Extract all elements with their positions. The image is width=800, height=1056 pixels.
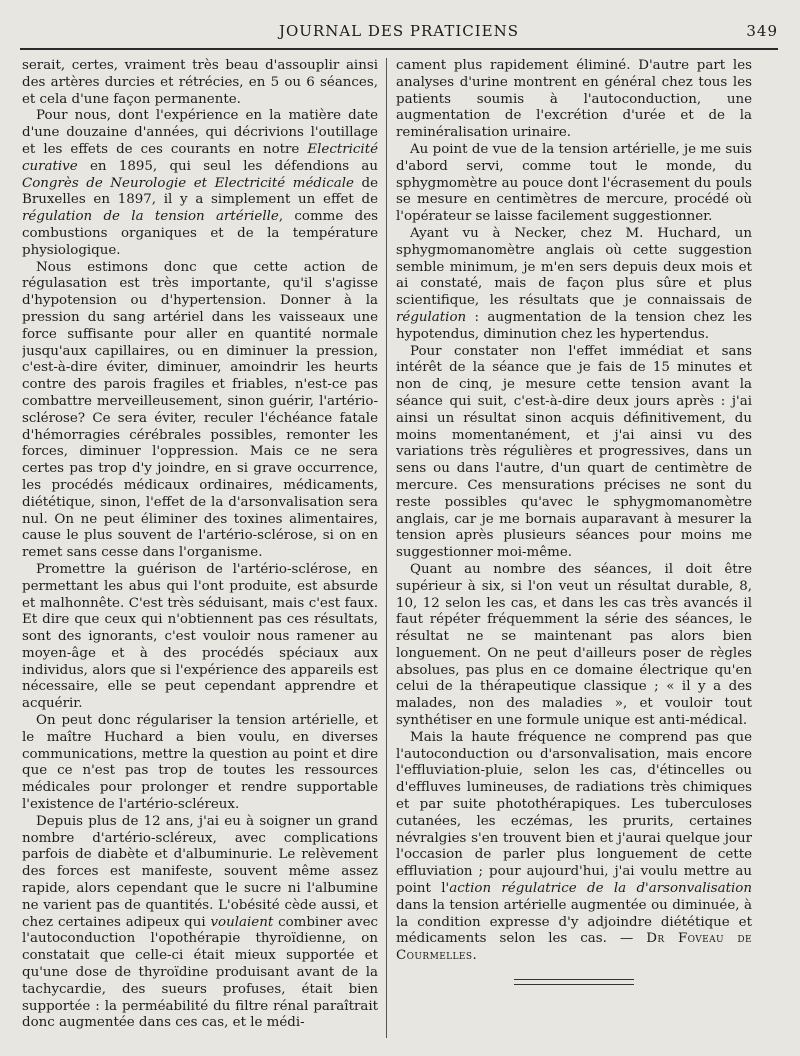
left-column xyxy=(22,58,378,1038)
article-end-rule xyxy=(514,979,634,985)
paragraph: Pour nous, dont l'expérience en la matière date d'une douzaine d'années, qui décrivions l'outillage et les effets de ces courants en notre Electricité curative en 1895, qui seul les défendions au Congrès de Neurologie et Electricité médicale de Bruxelles en 1897, il y a simplement un effet de régulation de la tension artérielle, comme des combustions organiques et de la température physiologique. xyxy=(22,108,378,258)
header-rule xyxy=(20,48,778,50)
paragraph: Pour constater non l'effet immédiat et sans intérêt de la séance que je fais de 15 minutes et non de cinq, je mesure cette tension avant la séance qui suit, c'est-à-dire deux jours après : j'ai ainsi un résultat sinon acquis définitivement, du moins momentanément, et j'ai ainsi vu des variations très régulières et progressives, dans un sens ou dans l'autre, d'un quart de centimètre de mercure. Ces mensurations précises ne sont du reste possibles qu'avec le sphygmomanomètre anglais, car je me bornais auparavant à mesurer la tension après plusieurs séances pour moins me suggestionner moi-même. xyxy=(396,343,752,561)
paragraph: Au point de vue de la tension artérielle, je me suis d'abord servi, comme tout le monde, du sphygmomètre au pouce dont l'écrasement du pouls se mesure en centimètres de mercure, procédé où l'opérateur se laisse facilement suggestionner. xyxy=(396,141,752,225)
page-header xyxy=(20,18,778,44)
paragraph: Depuis plus de 12 ans, j'ai eu à soigner un grand nombre d'artério-scléreux, avec complications parfois de diabète et d'albuminurie. Le relèvement des forces est manifeste, souvent même assez rapide, alors cependant que le sucre ni l'albumine ne varient pas de quantités. L'obésité cède aussi, et chez certaines adipeux qui voulaient combiner avec l'autoconduction l'opothérapie thyroïdienne, on constatait que celle-ci était mieux supportée et qu'une dose de thyroïdine produisant avant de la tachycardie, des sueurs profuses, était bien supportée : la perméabilité du filtre rénal paraîtrait donc augmentée dans ces cas, et le médi- xyxy=(22,813,378,1031)
page-number: 349 xyxy=(746,22,778,40)
paragraph: Nous estimons donc que cette action de régulasation est très importante, qu'il s'agisse d'hypotension ou d'hypertension. Donner à la pression du sang artériel dans les vaisseaux une force suffisante pour aller en quantité normale jusqu'aux capillaires, ou en diminuer la pression, c'est-à-dire éviter, diminuer, amoindrir les heurts contre des parois fragiles et friables, n'est-ce pas combattre merveilleusement, sinon guérir, l'artério-sclérose? Ce sera éviter, reculer l'échéance fatale d'hémorragies cérébrales possibles, remonter les forces, diminuer l'oppression. Mais ce ne sera certes pas trop d'y joindre, en si grave occurrence, les procédés médicaux ordinaires, médicaments, diététique, sinon, l'effet de la d'arsonvalisation sera nul. On ne peut éliminer des toxines alimentaires, cause le plus souvent de l'artério-sclérose, si on en remet sans cesse dans l'organisme. xyxy=(22,259,378,561)
journal-title: JOURNAL DES PRATICIENS xyxy=(278,22,520,40)
paragraph: Promettre la guérison de l'artério-sclérose, en permettant les abus qui l'ont produite, est absurde et malhonnête. C'est très séduisant, mais c'est faux. Et dire que ceux qui n'obtiennent pas ces résultats, sont des ignorants, c'est vouloir nous ramener au moyen-âge et à des procédés spéciaux aux individus, alors que si l'expérience des appareils est nécessaire, elle se peut cependant apprendre et acquérir. xyxy=(22,561,378,712)
paragraph: Mais la haute fréquence ne comprend pas que l'autoconduction ou d'arsonvalisation, mais encore l'effluviation-pluie, selon les cas, d'étincelles ou d'effluves lumineuses, de radiations très chimiques et par suite photothérapiques. Les tuberculoses cutanées, les eczémas, les prurits, certaines névralgies s'en trouvent bien et j'aurai quelque jour l'occasion de parler plus longuement de cette effluviation ; pour aujourd'hui, j'ai voulu mettre au point l'action régulatrice de la d'arsonvalisation dans la tension artérielle augmentée ou diminuée, à la condition expresse d'y adjoindre diététique et médicaments selon les cas. — Dr Foveau de Courmelles. xyxy=(396,729,752,964)
paragraph: Ayant vu à Necker, chez M. Huchard, un sphygmomanomètre anglais où cette suggestion semble minimum, je m'en sers depuis deux mois et ai constaté, mais de façon plus sûre et plus scientifique, les résultats que je connaissais de régulation : augmentation de la tension chez les hypotendus, diminution chez les hypertendus. xyxy=(396,225,752,342)
right-column xyxy=(396,58,752,1038)
paragraph: serait, certes, vraiment très beau d'assouplir ainsi des artères durcies et rétrécies, en 5 ou 6 séances, et cela d'une façon permanente. xyxy=(22,58,378,107)
column-divider xyxy=(386,58,387,1038)
paragraph: On peut donc régulariser la tension artérielle, et le maître Huchard a bien voulu, en diverses communications, mettre la question au point et dire que ce n'est pas trop de toutes les ressources médicales pour prolonger et rendre supportable l'existence de l'artério-scléreux. xyxy=(22,713,378,813)
paragraph: Quant au nombre des séances, il doit être supérieur à six, si l'on veut un résultat durable, 8, 10, 12 selon les cas, et dans les cas très avancés il faut répéter fréquemment la série des séances, le résultat ne se maintenant pas alors bien longuement. On ne peut d'ailleurs poser de règles absolues, pas plus en ce domaine électrique qu'en celui de la thérapeutique classique ; « il y a des malades, non des maladies », et vouloir tout synthétiser en une formule unique est anti-médical. xyxy=(396,561,752,729)
paragraph: cament plus rapidement éliminé. D'autre part les analyses d'urine montrent en général chez tous les patients soumis à l'autoconduction, une augmentation de l'excrétion d'urée et de la reminéralisation urinaire. xyxy=(396,58,752,141)
